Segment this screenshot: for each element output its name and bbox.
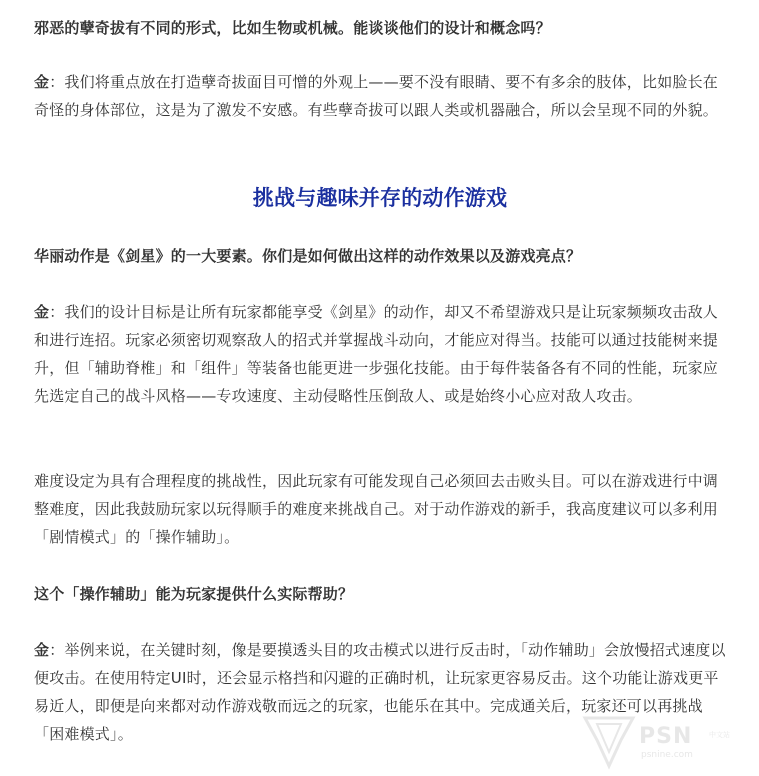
paragraph-difficulty: 难度设定为具有合理程度的挑战性，因此玩家有可能发现自己必须回去击败头目。可以在游戏进行中调整难度，因此我鼓励玩家以玩得顺手的难度来挑战自己。对于动作游戏的新手，我高度建议可以多利用「剧情模式」的「操作辅助」。 — [34, 472, 719, 546]
speaker-label: 金 — [34, 303, 50, 321]
question-1: 邪恶的孽奇拔有不同的形式，比如生物或机械。能谈谈他们的设计和概念吗？ — [34, 19, 551, 37]
answer-3-text: ：举例来说，在关键时刻，像是要摸透头目的攻击模式以进行反击时，「动作辅助」会放慢招式速度以便攻击。在使用特定UI时，还会显示格挡和闪避的正确时机，让玩家更容易反击。这个功能让游戏更平易近人，即便是向来都对动作游戏敬而远之的玩家，也能乐在其中。完成通关后，玩家还可以再挑战「困难模式」。 — [34, 641, 726, 743]
answer-1 — [34, 68, 726, 124]
question-2: 华丽动作是《剑星》的一大要素。你们是如何做出这样的动作效果以及游戏亮点？ — [34, 247, 582, 265]
speaker-label: 金 — [34, 73, 50, 91]
psnine-watermark — [581, 712, 751, 772]
watermark-domain: psnine.com — [641, 750, 693, 760]
question-3: 这个「操作辅助」能为玩家提供什么实际帮助？ — [34, 585, 354, 603]
section-heading: 挑战与趣味并存的动作游戏 — [252, 186, 508, 210]
answer-1-text: ：我们将重点放在打造孽奇拔面目可憎的外观上——要不没有眼睛、要不有多余的肢体，比如脸长在奇怪的身体部位，这是为了激发不安感。有些孽奇拔可以跟人类或机器融合，所以会呈现不同的外貌。 — [34, 73, 719, 119]
watermark-cn: 中文站 — [709, 731, 730, 739]
watermark-text: PSN — [639, 724, 693, 749]
answer-2-text: ：我们的设计目标是让所有玩家都能享受《剑星》的动作，却又不希望游戏只是让玩家频频攻击敌人和进行连招。玩家必须密切观察敌人的招式并掌握战斗动向，才能应对得当。技能可以通过技能树来提升，但「辅助脊椎」和「组件」等装备也能更进一步强化技能。由于每件装备各有不同的性能，玩家应先选定自己的战斗风格——专攻速度、主动侵略性压倒敌人、或是始终小心应对敌人攻击。 — [34, 303, 719, 405]
speaker-label: 金 — [34, 641, 50, 659]
psnine-logo-icon — [581, 712, 637, 770]
answer-2 — [34, 298, 726, 410]
